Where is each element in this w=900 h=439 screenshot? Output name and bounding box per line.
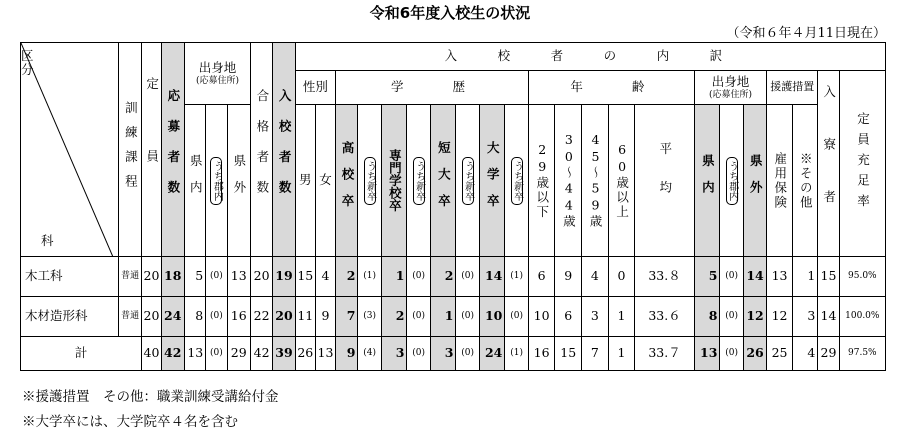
cell-female: 4 — [315, 257, 335, 297]
cell-rate: 95.0% — [839, 257, 885, 297]
cell-daigaku: 24 — [479, 337, 505, 371]
cell-koukou-new: (3) — [358, 297, 381, 337]
cell-shusshin-gunnai: (0) — [720, 337, 743, 371]
cell-tandai-new: (0) — [456, 337, 479, 371]
header-shusshin: 出身地 (応募住所) — [694, 71, 766, 105]
header-age4: 60歳以上 — [608, 105, 635, 257]
cell-senmon-new: (0) — [407, 297, 430, 337]
as-of-date: （令和６年４月11日現在） — [726, 26, 886, 41]
cell-shusshin-gunnai: (0) — [720, 297, 743, 337]
cell-age3: 4 — [582, 257, 609, 297]
cell-ryo: 29 — [818, 337, 839, 371]
row-name: 木材造形科 — [21, 297, 119, 337]
cell-rate: 100.0% — [839, 297, 885, 337]
header-uchi-gunnai: うち郡内 — [206, 105, 227, 257]
header-age3: 45〜59歳 — [582, 105, 609, 257]
table-row — [21, 297, 886, 337]
cell-shusshin-gunnai: (0) — [720, 257, 743, 297]
cell-goukaku: 42 — [250, 337, 272, 371]
header-engo: 援護措置 — [767, 71, 818, 105]
cell-nyuko: 39 — [273, 337, 295, 371]
cell-kengai: 29 — [227, 337, 250, 371]
header-shusshin-kengai: 県外 — [743, 105, 766, 257]
cell-age1: 6 — [528, 257, 555, 297]
cell-shusshin-kennai: 13 — [694, 337, 720, 371]
cell-age4: 0 — [608, 257, 635, 297]
ka-label: 科 — [41, 232, 54, 248]
cell-ryo: 15 — [818, 257, 839, 297]
cell-ryo: 14 — [818, 297, 839, 337]
cell-sonota: 4 — [792, 337, 818, 371]
note-engo: ※援護措置 その他：職業訓練受講給付金 — [22, 389, 279, 405]
header-sonota: ※その他 — [792, 105, 818, 257]
cell-daigaku: 10 — [479, 297, 505, 337]
cell-tandai-new: (0) — [456, 257, 479, 297]
cell-senmon: 3 — [381, 337, 407, 371]
cell-gunnai: (0) — [206, 337, 227, 371]
header-kubun — [21, 43, 119, 257]
cell-koyou: 12 — [767, 297, 793, 337]
header-shusshin-oubo: 出身地 (応募住所) — [184, 43, 250, 105]
header-kennai: 県内 — [184, 105, 205, 257]
header-koukou: 高校卒 — [336, 105, 358, 257]
header-nenrei: 年 齢 — [528, 71, 694, 105]
cell-age3: 7 — [582, 337, 609, 371]
header-daigaku: 大学卒 — [479, 105, 505, 257]
cell-tandai-new: (0) — [456, 297, 479, 337]
cell-tandai: 1 — [430, 297, 456, 337]
cell-senmon: 2 — [381, 297, 407, 337]
header-nyuryo: 入寮者 — [818, 71, 839, 257]
cell-daigaku: 14 — [479, 257, 505, 297]
cell-tandai: 3 — [430, 337, 456, 371]
header-nyukosha: 入校者数 — [273, 43, 295, 257]
header-goukakusha: 合格者数 — [250, 43, 272, 257]
cell-goukaku: 20 — [250, 257, 272, 297]
cell-kennai: 13 — [184, 337, 205, 371]
cell-shusshin-kengai: 14 — [743, 257, 766, 297]
cell-shusshin-kengai: 12 — [743, 297, 766, 337]
cell-koukou: 2 — [336, 257, 358, 297]
header-heikin: 平均 — [635, 105, 695, 257]
cell-koyou: 25 — [767, 337, 793, 371]
cell-female: 13 — [315, 337, 335, 371]
cell-kengai: 13 — [227, 257, 250, 297]
cell-senmon: 1 — [381, 257, 407, 297]
header-shusshin-gunnai: うち郡内 — [720, 105, 743, 257]
cell-age1: 16 — [528, 337, 555, 371]
header-senmon-shinsotsu: うち新卒 — [407, 105, 430, 257]
cell-koukou-new: (1) — [358, 257, 381, 297]
cell-age4: 1 — [608, 337, 635, 371]
cell-koukou: 9 — [336, 337, 358, 371]
enrollment-table — [20, 42, 886, 371]
cell-oubo: 18 — [161, 257, 184, 297]
header-gakureki: 学 歴 — [336, 71, 529, 105]
header-tandai: 短大卒 — [430, 105, 456, 257]
cell-male: 26 — [295, 337, 315, 371]
cell-teiin: 20 — [142, 257, 161, 297]
kubun-label: 区 分 — [21, 48, 87, 78]
cell-age3: 3 — [582, 297, 609, 337]
cell-shusshin-kennai: 5 — [694, 257, 720, 297]
cell-teiin: 40 — [142, 337, 161, 371]
table-row — [21, 257, 886, 297]
header-age2: 30〜44歳 — [555, 105, 582, 257]
cell-shusshin-kennai: 8 — [694, 297, 720, 337]
header-daigaku-shinsotsu: うち新卒 — [505, 105, 528, 257]
header-senmon: 専門学校卒 — [381, 105, 407, 257]
header-kunren-katei: 訓練課程 — [118, 43, 141, 257]
header-teiin: 定員 — [142, 43, 161, 257]
cell-senmon-new: (0) — [407, 337, 430, 371]
cell-avg: 33.８ — [635, 257, 695, 297]
cell-tandai: 2 — [430, 257, 456, 297]
cell-daigaku-new: (0) — [505, 297, 528, 337]
cell-sonota: 3 — [792, 297, 818, 337]
cell-senmon-new: (0) — [407, 257, 430, 297]
header-kengai: 県外 — [227, 105, 250, 257]
cell-oubo: 42 — [161, 337, 184, 371]
cell-avg: 33.６ — [635, 297, 695, 337]
cell-teiin: 20 — [142, 297, 161, 337]
header-onna: 女 — [315, 105, 335, 257]
row-name: 計 — [21, 337, 142, 371]
row-name: 木工科 — [21, 257, 119, 297]
cell-female: 9 — [315, 297, 335, 337]
page-title: 令和6年度入校生の状況 — [369, 4, 531, 22]
cell-age2: 6 — [555, 297, 582, 337]
header-seibetsu: 性別 — [295, 71, 335, 105]
cell-oubo: 24 — [161, 297, 184, 337]
cell-nyuko: 20 — [273, 297, 295, 337]
header-age1: 29歳以下 — [528, 105, 555, 257]
cell-gunnai: (0) — [206, 297, 227, 337]
note-daigaku: ※大学卒には、大学院卒４名を含む — [22, 414, 238, 430]
cell-nyuko: 19 — [273, 257, 295, 297]
cell-sonota: 1 — [792, 257, 818, 297]
cell-daigaku-new: (1) — [505, 337, 528, 371]
cell-kengai: 16 — [227, 297, 250, 337]
cell-goukaku: 22 — [250, 297, 272, 337]
header-koukou-shinsotsu: うち新卒 — [358, 105, 381, 257]
cell-rate: 97.5% — [839, 337, 885, 371]
header-juusoku: 定員充足率 — [839, 71, 885, 257]
cell-koukou-new: (4) — [358, 337, 381, 371]
header-oubosha: 応募者数 — [161, 43, 184, 257]
cell-koyou: 13 — [767, 257, 793, 297]
header-tandai-shinsotsu: うち新卒 — [456, 105, 479, 257]
cell-age2: 15 — [555, 337, 582, 371]
cell-male: 15 — [295, 257, 315, 297]
cell-male: 11 — [295, 297, 315, 337]
cell-age1: 10 — [528, 297, 555, 337]
row-course: 普通 — [118, 257, 141, 297]
header-koyou: 雇用保険 — [767, 105, 793, 257]
cell-age4: 1 — [608, 297, 635, 337]
row-course: 普通 — [118, 297, 141, 337]
cell-koukou: 7 — [336, 297, 358, 337]
header-shusshin-kennai: 県内 — [694, 105, 720, 257]
cell-gunnai: (0) — [206, 257, 227, 297]
cell-daigaku-new: (1) — [505, 257, 528, 297]
header-otoko: 男 — [295, 105, 315, 257]
cell-kennai: 8 — [184, 297, 205, 337]
cell-age2: 9 — [555, 257, 582, 297]
cell-kennai: 5 — [184, 257, 205, 297]
cell-avg: 33.７ — [635, 337, 695, 371]
cell-shusshin-kengai: 26 — [743, 337, 766, 371]
header-uchiwake: 入 校 者 の 内 訳 — [295, 43, 885, 71]
table-row-total — [21, 337, 886, 371]
